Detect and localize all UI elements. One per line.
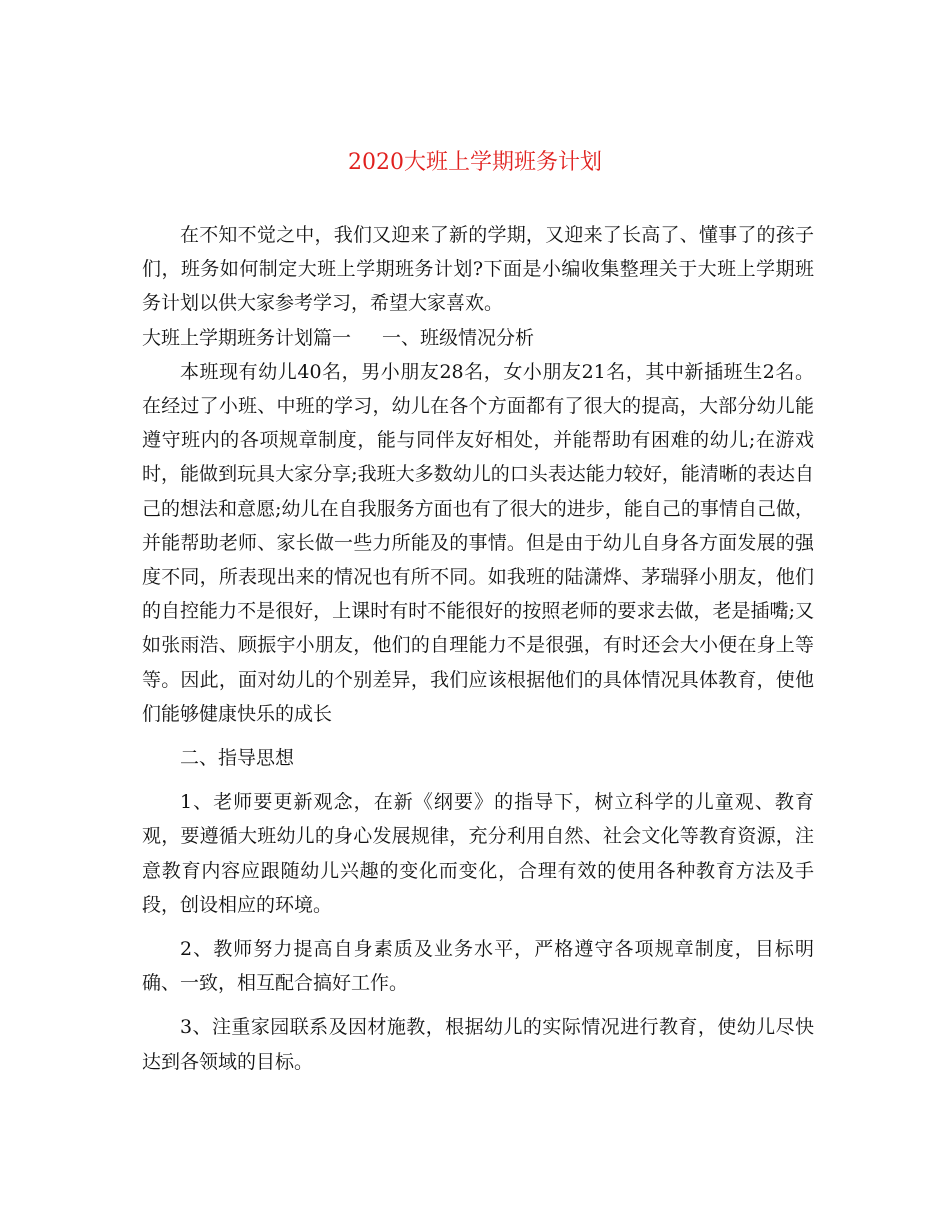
intro-paragraph: 在不知不觉之中，我们又迎来了新的学期，又迎来了长高了、懂事了的孩子们，班务如何制定大班上学期班务计划?下面是小编收集整理关于大班上学期班务计划以供大家参考学习，希望大家喜欢。 — [142, 224, 814, 315]
item-paragraph-3: 3、注重家园联系及因材施教，根据幼儿的实际情况进行教育，使幼儿尽快达到各领域的目标。 — [142, 1016, 814, 1073]
document-body — [142, 218, 814, 1079]
analysis-paragraph: 本班现有幼儿40名，男小朋友28名，女小朋友21名，其中新插班生2名。在经过了小班、中班的学习，幼儿在各个方面都有了很大的提高，大部分幼儿能遵守班内的各项规章制度，能与同伴友好相处，并能帮助有困难的幼儿;在游戏时，能做到玩具大家分享;我班大多数幼儿的口头表达能力较好，能清晰的表达自己的想法和意愿;幼儿在自我服务方面也有了很大的进步，能自己的事情自己做，并能帮助老师、家长做一些力所能及的事情。但是由于幼儿自身各方面发展的强度不同，所表现出来的情况也有所不同。如我班的陆潇烨、茅瑞驿小朋友，他们的自控能力不是很好，上课时有时不能很好的按照老师的要求去做，老是插嘴;又如张雨浩、顾振宇小朋友，他们的自理能力不是很强，有时还会大小便在身上等等。因此，面对幼儿的个别差异，我们应该根据他们的具体情况具体教育，使他们能够健康快乐的成长 — [142, 360, 814, 725]
document-title: 2020大班上学期班务计划 — [348, 149, 602, 175]
section-heading-row — [142, 321, 814, 355]
section-heading: 一、班级情况分析 — [382, 326, 535, 349]
item-paragraph-1: 1、老师要更新观念，在新《纲要》的指导下，树立科学的儿童观、教育观，要遵循大班幼儿的身心发展规律，充分利用自然、社会文化等教育资源，注意教育内容应跟随幼儿兴趣的变化而变化，合理有效的使用各种教育方法及手段，创设相应的环境。 — [142, 791, 814, 916]
section-label: 大班上学期班务计划篇一 — [142, 326, 352, 349]
heading-guiding-ideology: 二、指导思想 — [180, 747, 295, 770]
item-paragraph-2: 2、教师努力提高自身素质及业务水平，严格遵守各项规章制度，目标明确、一致，相互配合搞好工作。 — [142, 938, 814, 995]
